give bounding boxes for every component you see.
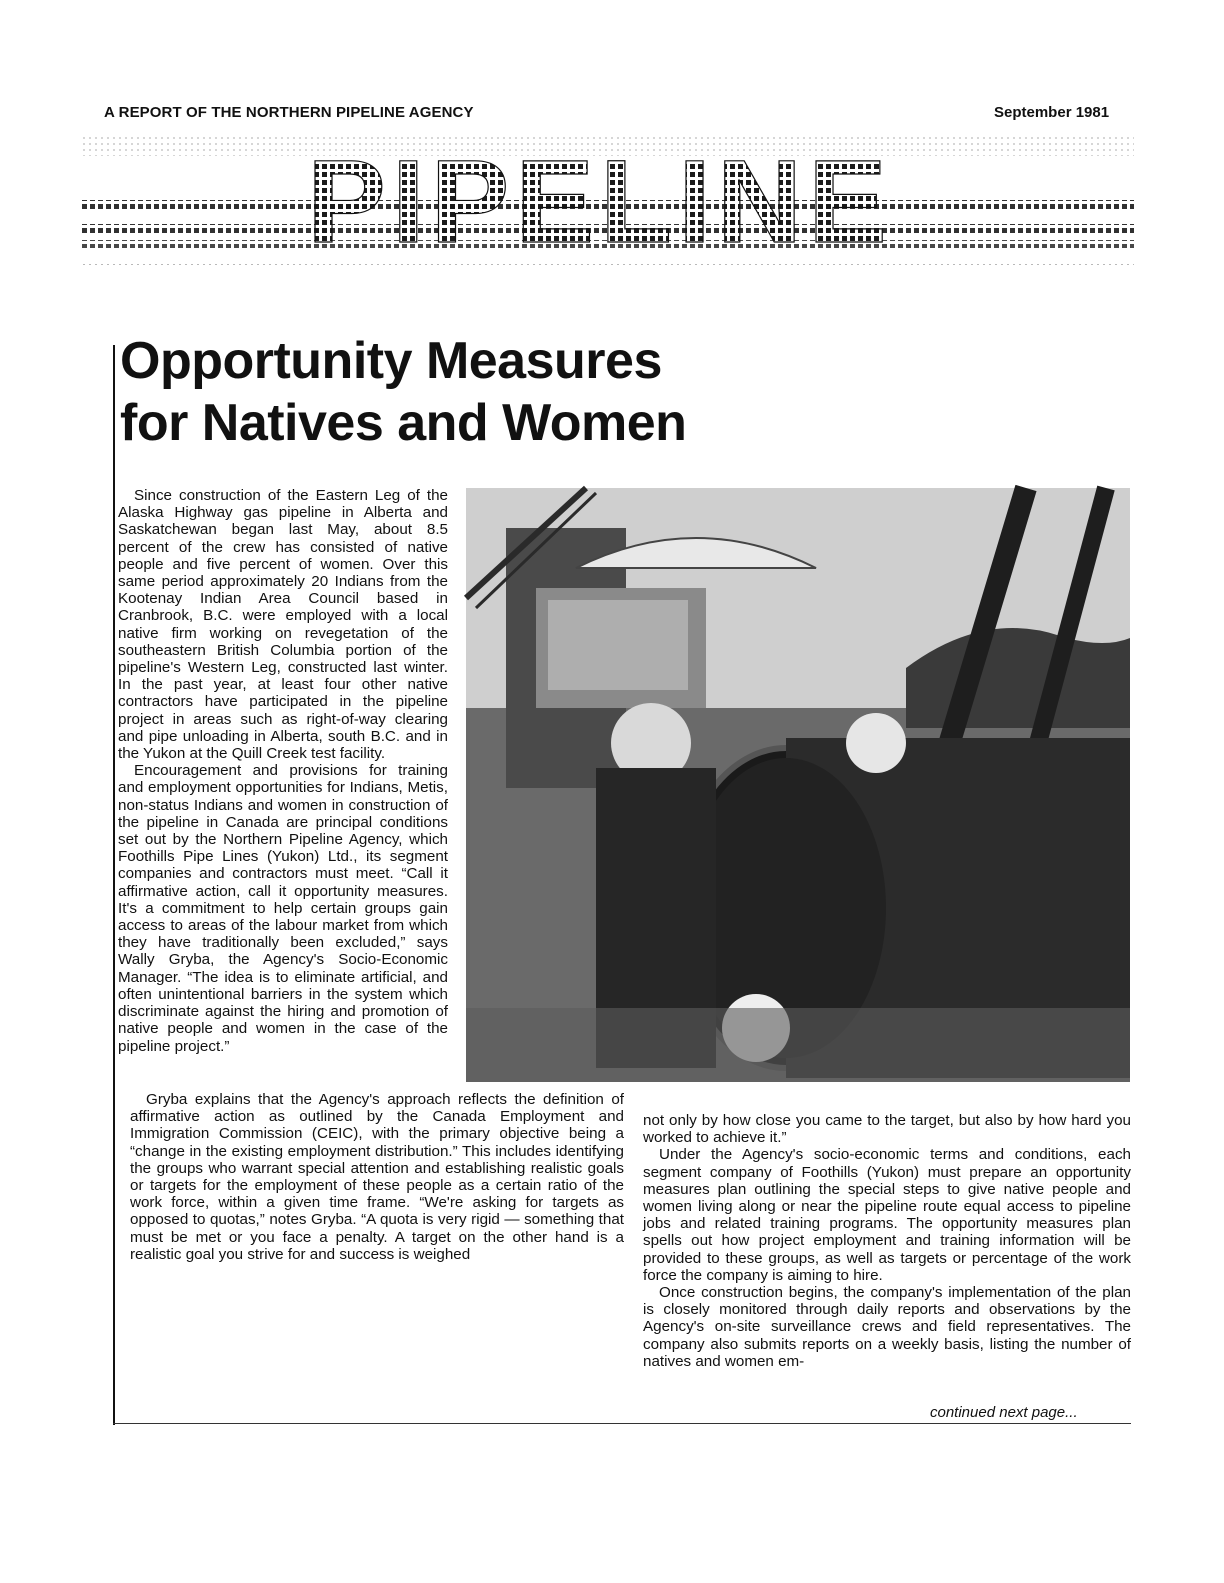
report-kicker: A REPORT OF THE NORTHERN PIPELINE AGENCY xyxy=(104,104,474,121)
headline-line-2: for Natives and Women xyxy=(120,394,687,452)
masthead-title: PIPELINE xyxy=(307,136,893,268)
continued-note[interactable]: continued next page... xyxy=(930,1404,1078,1421)
masthead-logo xyxy=(82,124,1134,294)
bottom-rule xyxy=(113,1423,1131,1424)
paragraph: not only by how close you came to the target, but also by how hard you worked to achieve it.” xyxy=(643,1112,1131,1147)
paragraph: Encouragement and provisions for training and employment opportunities for Indians, Metis, non-status Indians and women in construction of the pipeline in Canada are principal conditions set out by the Northern Pipeline Agency, which Foothills Pipe Lines (Yukon) Ltd., its segment companies and contractors must meet. “Call it affirmative action, call it opportunity measures. It's a commitment to help certain groups gain access to areas of the labour market from which they have traditionally been excluded,” says Wally Gryba, the Agency's Socio-Economic Manager. “The idea is to eliminate artificial, and often unintentional barriers in the system which discriminate against the hiring and promotion of native people and women in the case of the pipeline project.” xyxy=(118,762,448,1055)
paragraph: Once construction begins, the company's implementation of the plan is closely monitored through daily reports and observations by the Agency's on-site surveillance crews and field representatives. The company also submits reports on a weekly basis, listing the number of natives and women em- xyxy=(643,1284,1131,1370)
column-rule xyxy=(113,345,115,1425)
issue-date: September 1981 xyxy=(994,104,1110,121)
column-right xyxy=(643,1112,1131,1370)
paragraph: Gryba explains that the Agency's approach reflects the definition of affirmative action as outlined by the Canada Employment and Immigration Commission (CEIC), with the primary objective being a “change in the existing employment distribution.” This includes identifying the groups who warrant special attention and establishing realistic goals or targets for the employment of these people as a certain ratio of the work force, within a given time frame. “We're asking for targets as opposed to quotas,” notes Gryba. “A quota is very rigid — something that must be met or you face a penalty. A target on the other hand is a realistic goal you strive for and success is weighed xyxy=(130,1091,624,1263)
column-left-top xyxy=(118,487,448,1055)
paragraph: Under the Agency's socio-economic terms and conditions, each segment company of Foothills (Yukon) must prepare an opportunity measures plan outlining the special steps to give native people and women living along or near the pipeline route equal access to pipeline jobs and related training programs. The opportunity measures plan spells out how project employment and training information will be provided to these groups, as well as targets or percentage of the work force the company is aiming to hire. xyxy=(643,1146,1131,1284)
column-left-bottom xyxy=(130,1091,624,1263)
article-headline xyxy=(120,330,686,454)
headline-line-1: Opportunity Measures xyxy=(120,332,662,390)
paragraph: Since construction of the Eastern Leg of the Alaska Highway gas pipeline in Alberta and Saskatchewan began last May, about 8.5 percent of the crew has consisted of native people and five percent of women. Over this same period approximately 20 Indians from the Kootenay Indian Area Council based in Cranbrook, B.C. were employed with a local native firm working on revegetation of the southeastern British Columbia portion of the pipeline's Western Leg, constructed last winter. In the past year, at least four other native contractors have participated in the pipeline project in areas such as right-of-way clearing and pipe unloading in Alberta, south B.C. and in the Yukon at the Quill Creek test facility. xyxy=(118,487,448,763)
pipeline-photo xyxy=(466,488,1130,1082)
